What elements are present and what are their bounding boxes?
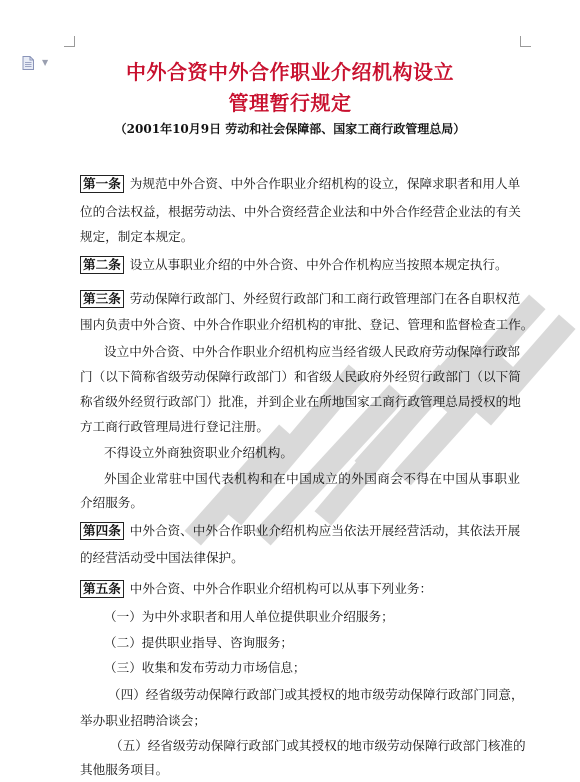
article-5-label: 第五条: [80, 580, 124, 598]
page-corner-mark-right: [520, 36, 531, 47]
article-5-item-5-line-2: 其他服务项目。: [80, 762, 169, 777]
article-5-item-2: （二）提供职业指导、咨询服务；: [104, 635, 293, 650]
article-1-line-2: 位的合法权益，根据劳动法、中外合资经营企业法和中外合作经营企业法的有关: [80, 204, 521, 219]
article-3-para-2-line-4: 方工商行政管理局进行登记注册。: [80, 419, 269, 434]
article-3-line-2: 围内负责中外合资、中外合作职业介绍机构的审批、登记、管理和监督检查工作。: [80, 317, 534, 332]
article-1-label: 第一条: [80, 175, 124, 193]
article-4-line-1: 第四条 中外合资、中外合作职业介绍机构应当依法开展经营活动，其依法开展: [80, 522, 520, 540]
chevron-down-icon[interactable]: ▼: [42, 58, 49, 67]
article-5-item-4-line-1: （四）经省级劳动保障行政部门或其授权的地市级劳动保障行政部门同意，: [108, 687, 524, 702]
article-4-line-2: 的经营活动受中国法律保护。: [80, 550, 244, 565]
article-3-para-2-line-2: 门（以下简称省级劳动保障行政部门）和省级人民政府外经贸行政部门（以下简: [80, 369, 521, 384]
article-3-para-4-line-2: 介绍服务。: [80, 495, 143, 510]
document-title-line2: 管理暂行规定: [228, 91, 352, 115]
article-3-line-1: 第三条 劳动保障行政部门、外经贸行政部门和工商行政管理部门在各自职权范: [80, 290, 520, 308]
document-subtitle: （2001年10月9日 劳动和社会保障部、国家工商行政管理总局）: [114, 122, 466, 136]
article-5-item-3: （三）收集和发布劳动力市场信息；: [104, 660, 306, 675]
article-5-line-1: 第五条 中外合资、中外合作职业介绍机构可以从事下列业务：: [80, 580, 520, 598]
article-4-label: 第四条: [80, 522, 124, 540]
page-corner-mark-left: [64, 36, 75, 47]
article-1-line-3: 规定，制定本规定。: [80, 229, 194, 244]
article-5-item-1: （一）为中外求职者和用人单位提供职业介绍服务；: [104, 609, 394, 624]
article-1-line-1: 第一条 为规范中外合资、中外合作职业介绍机构的设立，保障求职者和用人单: [80, 175, 520, 193]
document-title-line1: 中外合资中外合作职业介绍机构设立: [126, 60, 454, 84]
article-3-para-3: 不得设立外商独资职业介绍机构。: [104, 445, 293, 460]
article-3-para-2-line-1: 设立中外合资、中外合作职业介绍机构应当经省级人民政府劳动保障行政部: [104, 344, 520, 359]
article-3-label: 第三条: [80, 290, 124, 308]
article-2-line-1: 第二条 设立从事职业介绍的中外合资、中外合作机构应当按照本规定执行。: [80, 256, 520, 274]
article-5-item-5-line-1: （五）经省级劳动保障行政部门或其授权的地市级劳动保障行政部门核准的: [110, 738, 526, 753]
article-2-label: 第二条: [80, 256, 124, 274]
article-3-para-4-line-1: 外国企业常驻中国代表机构和在中国成立的外国商会不得在中国从事职业: [104, 471, 520, 486]
article-3-para-2-line-3: 称省级外经贸行政部门）批准，并到企业在所地国家工商行政管理总局授权的地: [80, 394, 521, 409]
article-5-item-4-line-2: 举办职业招聘洽谈会；: [80, 713, 206, 728]
